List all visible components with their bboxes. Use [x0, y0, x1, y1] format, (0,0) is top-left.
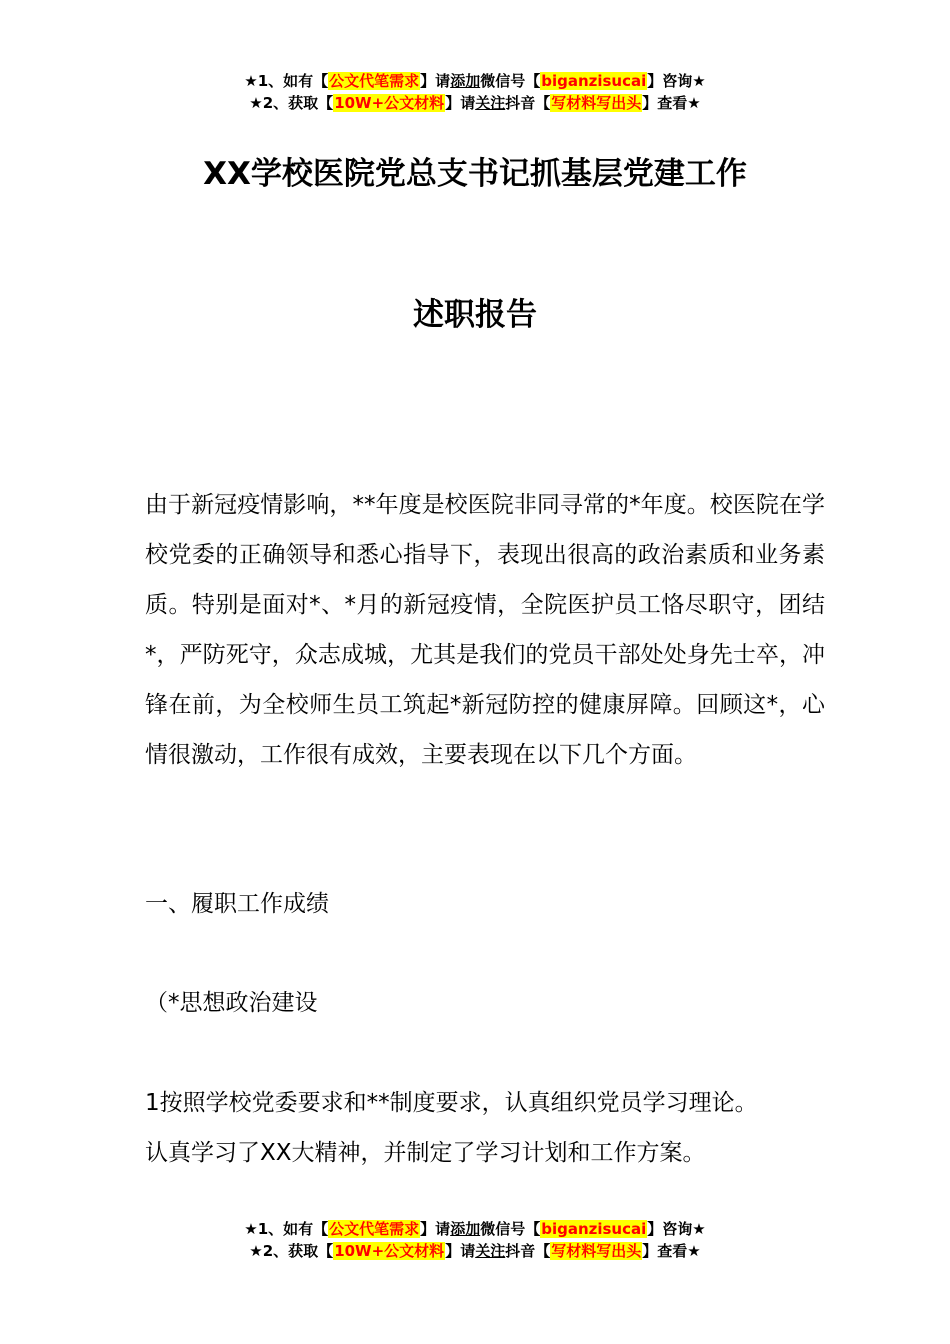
banner-text: 】请 — [420, 1220, 451, 1238]
document-title-line-2: 述职报告 — [413, 297, 537, 333]
document-title-line-1: XX学校医院党总支书记抓基层党建工作 — [203, 156, 747, 192]
item-1 — [145, 1078, 845, 1178]
banner-text: 微信号【 — [480, 1220, 541, 1238]
footer-banner — [0, 1218, 950, 1262]
banner-text: ★2、获取【 — [249, 94, 334, 112]
banner-text: ★1、如有【 — [244, 72, 329, 90]
item-1-line-2: 认真学习了XX大精神，并制定了学习计划和工作方案。 — [145, 1140, 706, 1166]
banner-highlight: 写材料写出头 — [551, 94, 642, 112]
banner-text: 抖音【 — [505, 94, 551, 112]
banner-highlight: biganzisucai — [541, 1220, 647, 1238]
banner-underline: 关注 — [475, 94, 506, 112]
banner-text: 抖音【 — [505, 1242, 551, 1260]
section-heading: 一、履职工作成绩 — [145, 891, 329, 917]
banner-text: 】咨询★ — [647, 1220, 706, 1238]
banner-line-2 — [0, 92, 950, 114]
banner-highlight: 10W+公文材料 — [334, 1242, 445, 1260]
banner-text: 】查看★ — [642, 94, 701, 112]
banner-text: ★2、获取【 — [249, 1242, 334, 1260]
banner-text: 】请 — [445, 1242, 476, 1260]
banner-line-1 — [0, 1218, 950, 1240]
banner-text: 】咨询★ — [647, 72, 706, 90]
banner-highlight: 公文代笔需求 — [329, 1220, 420, 1238]
banner-text: 】查看★ — [642, 1242, 701, 1260]
banner-underline: 关注 — [475, 1242, 506, 1260]
banner-underline: 添加 — [450, 1220, 481, 1238]
banner-highlight: 10W+公文材料 — [334, 94, 445, 112]
intro-section — [145, 480, 825, 780]
item-1-line-1: 1按照学校党委要求和**制度要求，认真组织党员学习理论。 — [145, 1090, 758, 1116]
subsection-heading: （*思想政治建设 — [145, 990, 318, 1016]
banner-highlight: 写材料写出头 — [551, 1242, 642, 1260]
banner-line-2 — [0, 1240, 950, 1262]
banner-text: ★1、如有【 — [244, 1220, 329, 1238]
intro-paragraph: 由于新冠疫情影响，**年度是校医院非同寻常的*年度。校医院在学校党委的正确领导和悉心指导下，表现出很高的政治素质和业务素质。特别是面对*、*月的新冠疫情，全院医护员工恪尽职守，团结*，严防死守，众志成城，尤其是我们的党员干部处处身先士卒，冲锋在前，为全校师生员工筑起*新冠防控的健康屏障。回顾这*，心情很激动，工作很有成效，主要表现在以下几个方面。 — [145, 492, 825, 768]
banner-text: 】请 — [420, 72, 451, 90]
banner-underline: 添加 — [450, 72, 481, 90]
banner-highlight: biganzisucai — [541, 72, 647, 90]
banner-highlight: 公文代笔需求 — [329, 72, 420, 90]
header-banner — [0, 70, 950, 114]
banner-text: 微信号【 — [480, 72, 541, 90]
banner-text: 】请 — [445, 94, 476, 112]
banner-line-1 — [0, 70, 950, 92]
